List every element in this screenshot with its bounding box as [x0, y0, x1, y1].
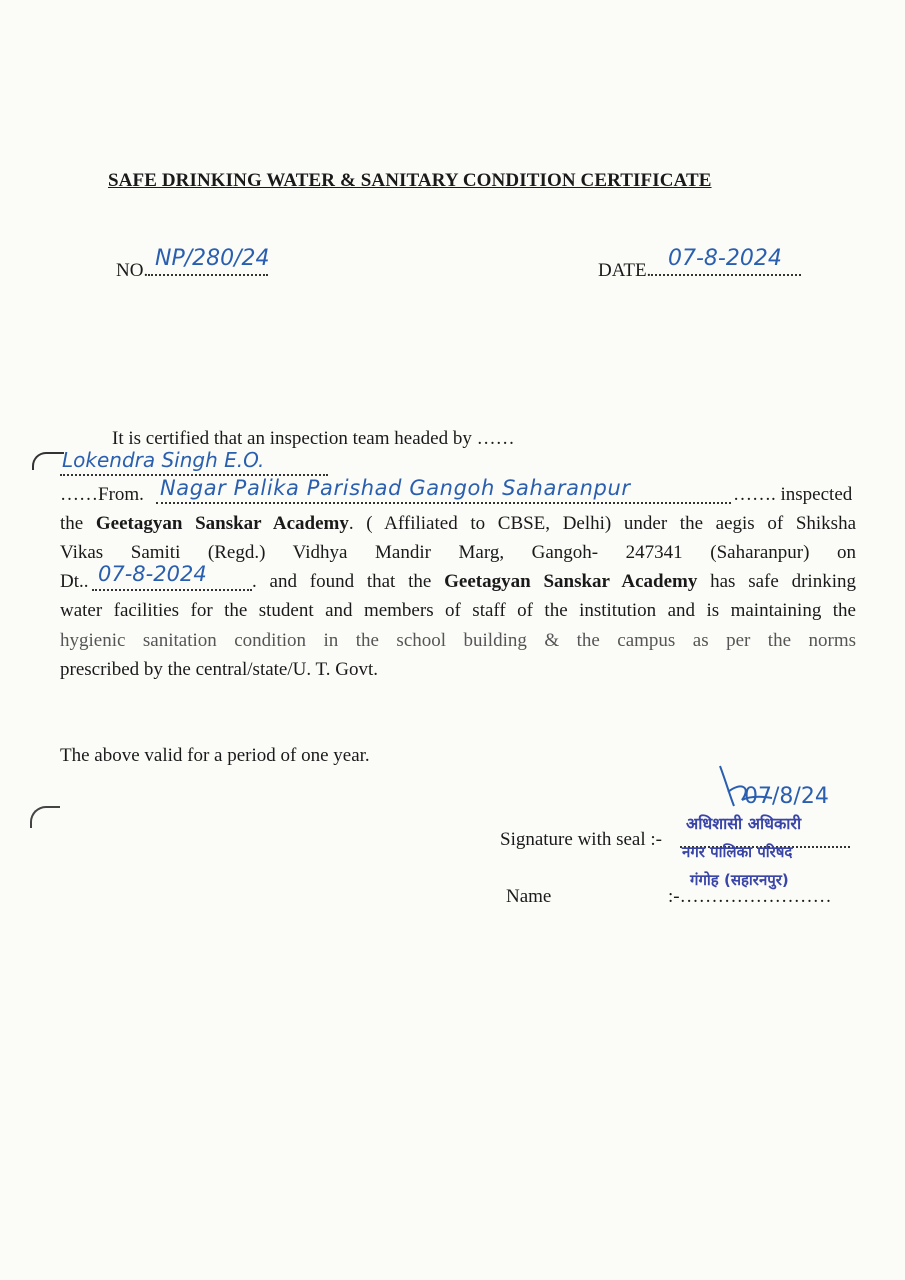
line4-end: has safe drinking [697, 571, 856, 592]
line2-end: . ( Affiliated to CBSE, Delhi) under the aegis of Shiksha [348, 513, 856, 534]
validity-statement: The above valid for a period of one year. [60, 745, 370, 766]
body-line-2 [60, 513, 856, 535]
school-name-2: Geetagyan Sanskar Academy [444, 571, 698, 592]
seal-line-3: गंगोह (सहारनपुर) [690, 871, 789, 889]
certificate-title: SAFE DRINKING WATER & SANITARY CONDITION CERTIFICATE [108, 170, 712, 191]
name-dotted-line: :-…………………… [668, 886, 832, 907]
from-dotted-line [156, 502, 731, 504]
punch-hole-mark [30, 806, 60, 828]
body-line-6: hygienic sanitation condition in the school building & the campus as per the norms [60, 630, 856, 651]
intro-line: It is certified that an inspection team headed by …… [112, 428, 515, 449]
dt-handwritten: 07-8-2024 [98, 562, 207, 586]
school-name: Geetagyan Sanskar Academy [95, 513, 349, 534]
from-prefix: ……From. [60, 484, 144, 505]
line4-start: . and found that the [252, 571, 445, 592]
dt-dotted-line [92, 589, 252, 591]
name-label: Name [506, 886, 552, 907]
date-label: DATE. [598, 260, 652, 281]
seal-line-2: नगर पालिका परिषद [682, 843, 793, 861]
from-handwritten: Nagar Palika Parishad Gangoh Saharanpur [160, 476, 631, 500]
signature-label: Signature with seal :- [500, 829, 662, 850]
body-line-3: Vikas Samiti (Regd.) Vidhya Mandir Marg, Gangoh- 247341 (Saharanpur) on [60, 542, 856, 563]
dt-prefix: Dt.. [60, 571, 89, 592]
number-label: NO. [116, 260, 149, 281]
from-suffix: ……. inspected [733, 484, 853, 505]
line2-start: the [60, 513, 96, 534]
body-line-7: prescribed by the central/state/U. T. Govt. [60, 659, 378, 680]
body-line-5: water facilities for the student and members of staff of the institution and is maintaining the [60, 600, 856, 621]
certificate-number-handwritten: NP/280/24 [155, 246, 270, 271]
seal-line-1: अधिशासी अधिकारी [686, 814, 802, 833]
date-handwritten: 07-8-2024 [668, 246, 782, 271]
body-line-4 [252, 571, 856, 593]
margin-mark [32, 452, 64, 470]
signature-date-handwritten: 07/8/24 [744, 784, 829, 809]
headed-by-handwritten: Lokendra Singh E.O. [62, 448, 265, 472]
